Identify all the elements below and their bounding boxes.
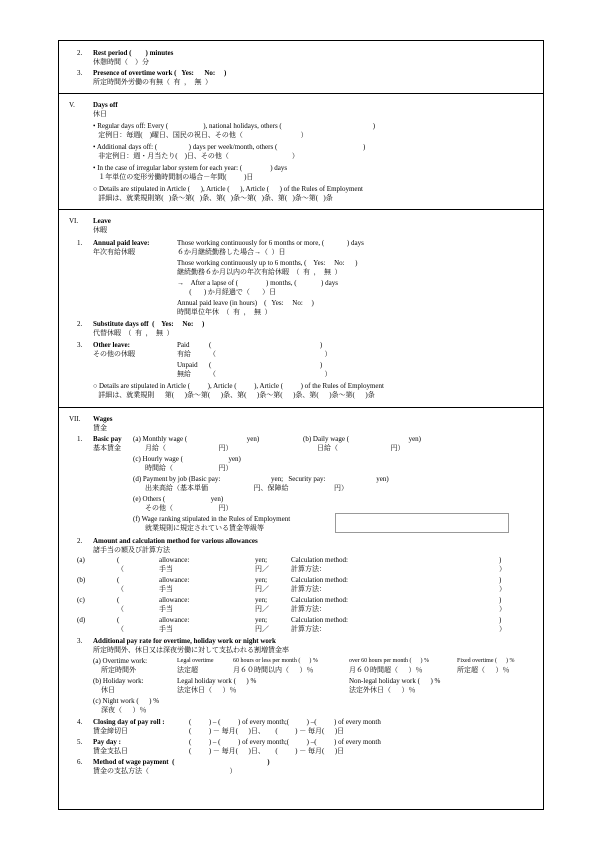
item-number: 5. [77,738,83,746]
item-number: 2. [77,320,83,328]
paid-leave-field-jp: （ ） [209,350,332,358]
others-wage: (e) Others ( yen) [133,495,224,503]
item-number: 6. [77,758,83,766]
allowance-yen-jp: 円／ [255,605,269,613]
additional-pay-rate-label-jp: 所定時間外、休日又は深夜労働に対して支払われる割増賃金率 [93,646,289,654]
payment-by-job-jp: 出来高給（基本単価 円、保障給 円） [145,484,348,492]
allowance-close-paren: ) [499,596,502,604]
allowance-name-jp: 手当 [159,565,173,573]
irregular-labor-line-jp: １年単位の変形労働時間制の場合－年間( )日 [93,173,254,181]
paid-leave-label: Paid [177,341,190,349]
articles-line: ○ Details are stipulated in Article ( ), Article ( ), Article ( ) of the Rules of Employment [93,185,363,193]
section-title-days-off: Days off [93,101,118,109]
unpaid-leave-field: ( ) [209,361,323,369]
allowance-calc-jp: 計算方法： [291,605,326,613]
allowance-yen: yen; [255,616,268,624]
allowance-yen: yen; [255,576,268,584]
unpaid-leave-label-jp: 無給 [177,370,191,378]
wage-ranking-input[interactable] [335,513,509,533]
allowance-name-jp: 手当 [159,585,173,593]
annual-leave-within-6months: Those working continuously up to 6 months, ( Yes: No: ) [177,259,358,267]
holiday-work-label-jp: 休日 [101,686,115,694]
allowance-name-jp: 手当 [159,625,173,633]
paid-leave-field: ( ) [209,341,323,349]
allowance-open-paren-jp: （ [117,605,124,613]
annual-leave-hours: Annual paid leave (in hours) ( Yes: No: ) [177,299,314,307]
allowance-row-label: (d) [77,616,86,624]
basic-pay-label-jp: 基本賃金 [93,444,121,452]
hourly-wage-jp: 時間給（ 円） [145,464,233,472]
allowance-yen-jp: 円／ [255,565,269,573]
allowance-name: allowance: [159,596,190,604]
item-number: 1. [77,435,83,443]
section-number: VI. [69,217,79,225]
fixed-overtime: Fixed overtime ( ) % [457,658,515,664]
overtime-over-60h-jp: 月６０時間超（ ）％ [349,666,423,674]
overtime-presence-label-jp: 所定時間外労働の有無（ 有 ， 無 ） [93,78,212,86]
allowance-row-label: (b) [77,576,86,584]
pay-day-label-jp: 賃金支払日 [93,747,128,755]
overtime-presence-label: Presence of overtime work ( Yes: No: ) [93,69,227,77]
leave-articles-line-jp: 詳細は、就業規則 第( )条～第( )条、第( )条～第( )条、第( )条～第( )条 [93,391,375,399]
allowance-name: allowance: [159,616,190,624]
item-number: 3. [77,637,83,645]
allowance-open-paren-jp: （ [117,585,124,593]
allowance-close-paren-jp: ） [499,565,506,573]
closing-day-values-jp: ( ) － 毎月( )日、 ( ) － 毎月( )日 [189,727,345,735]
other-leave-label-jp: その他の休暇 [93,350,135,358]
section-divider [59,407,543,408]
allowance-close-paren-jp: ） [499,585,506,593]
item-number: 2. [77,49,83,57]
section-title-days-off-jp: 休日 [93,110,107,118]
irregular-labor-line: • In the case of irregular labor system for each year: ( ) days [93,164,288,172]
allowance-open-paren-jp: （ [117,625,124,633]
allowance-yen: yen; [255,596,268,604]
allowance-open-paren: ( [117,576,120,584]
leave-articles-line: ○ Details are stipulated in Article ( ), Article ( ), Article ( ) of the Rules of Employment [93,382,384,390]
allowance-close-paren: ) [499,616,502,624]
allowance-close-paren-jp: ） [499,605,506,613]
non-legal-holiday-work: Non-legal holiday work ( ) % [349,677,441,685]
overtime-under-60h-jp: 月６０時間以内（ ）％ [233,666,314,674]
item-number: 2. [77,537,83,545]
pay-day-label: Pay day : [93,738,121,746]
legal-holiday-work: Legal holiday work ( ) % [177,677,257,685]
basic-pay-label: Basic pay [93,435,122,443]
paid-leave-label-jp: 有給 [177,350,191,358]
allowance-calc: Calculation method: [291,576,348,584]
overtime-under-60h: 60 hours or less per month ( ) % [233,658,318,664]
substitute-days-off-jp: 代替休暇 （ 有 ， 無 ） [93,329,174,337]
rest-period-label: Rest period ( ) minutes [93,49,174,57]
articles-line-jp: 詳細は、就業規則第( )条～第( )条、第( )条～第( )条、第( )条～第( )条 [93,194,333,202]
annual-leave-within-6months-jp: 継続勤務６か月以内の年次有給休暇 （ 有 ， 無 ） [177,268,342,276]
pay-day-values: ( ) – ( ) of every month;( ) –( ) of every month [189,738,381,746]
allowances-label: Amount and calculation method for various allowances [93,537,258,545]
holiday-work-label: (b) Holiday work: [93,677,144,685]
allowance-name-jp: 手当 [159,605,173,613]
annual-leave-6months-jp: ６か月継続勤務した場合→（ ）日 [177,248,286,256]
night-work: (c) Night work ( ) % [93,697,160,705]
employment-conditions-form [58,40,544,810]
annual-leave-label: Annual paid leave: [93,239,150,247]
wage-ranking-jp: 就業規則に規定されている賃金等級等 [145,524,264,532]
allowance-close-paren: ) [499,556,502,564]
allowance-calc-jp: 計算方法： [291,565,326,573]
allowance-calc: Calculation method: [291,556,348,564]
allowance-open-paren-jp: （ [117,565,124,573]
annual-leave-6months: Those working continuously for 6 months or more, ( ) days [177,239,364,247]
additional-days-off-line: • Additional days off: ( ) days per week/month, others ( ) [93,143,366,151]
additional-days-off-line-jp: 非定例日：週・月当たり( )日、その他（ ） [93,152,299,160]
non-legal-holiday-work-jp: 法定外休日（ ）％ [349,686,416,694]
section-title-wages: Wages [93,415,113,423]
substitute-days-off: Substitute days off ( Yes: No: ) [93,320,205,328]
regular-days-off-line-jp: 定例日：毎週( )曜日、国民の祝日、その他（ ） [93,131,308,139]
annual-leave-hours-jp: 時間単位年休 （ 有 ， 無 ） [177,308,272,316]
daily-wage: (b) Daily wage ( yen) [303,435,422,443]
allowance-yen-jp: 円／ [255,585,269,593]
monthly-wage-jp: 月給（ 円） [145,444,233,452]
allowance-close-paren: ) [499,576,502,584]
section-divider [59,93,543,94]
section-title-leave-jp: 休暇 [93,226,107,234]
daily-wage-jp: 日給（ 円） [317,444,405,452]
allowances-label-jp: 諸手当の額及び計算方法 [93,546,170,554]
other-leave-label: Other leave: [93,341,130,349]
rest-period-label-jp: 休憩時間（ ）分 [93,58,149,66]
item-number: 4. [77,718,83,726]
section-divider [59,209,543,210]
allowance-calc: Calculation method: [291,616,348,624]
wage-ranking: (f) Wage ranking stipulated in the Rules of Employment [133,515,291,523]
allowance-name: allowance: [159,576,190,584]
section-number: VII. [69,415,81,423]
item-number: 3. [77,341,83,349]
additional-pay-rate-label: Additional pay rate for overtime, holiday work or night work [93,637,276,645]
others-wage-jp: その他（ 円） [145,504,233,512]
payment-method-label-jp: 賃金の支払方法（ ） [93,767,237,775]
allowance-open-paren: ( [117,616,120,624]
allowance-name: allowance: [159,556,190,564]
overtime-work-label: (a) Overtime work: [93,657,148,665]
overtime-over-60h: over 60 hours per month ( ) % [349,658,429,664]
allowance-yen: yen; [255,556,268,564]
annual-leave-label-jp: 年次有給休暇 [93,248,135,256]
unpaid-leave-label: Unpaid [177,361,198,369]
item-number: 3. [77,69,83,77]
annual-leave-after-lapse-jp: ( ) か月経過で（ ）日 [177,288,277,296]
allowance-yen-jp: 円／ [255,625,269,633]
legal-overtime-jp: 法定超 [177,666,198,674]
overtime-work-label-jp: 所定時間外 [101,666,136,674]
allowance-calc: Calculation method: [291,596,348,604]
pay-day-values-jp: ( ) － 毎月( )日、 ( ) － 毎月( )日 [189,747,345,755]
allowance-row-label: (a) [77,556,85,564]
closing-day-label: Closing day of pay roll : [93,718,165,726]
item-number: 1. [77,239,83,247]
legal-holiday-work-jp: 法定休日（ ）％ [177,686,237,694]
regular-days-off-line: • Regular days off: Every ( ), national holidays, others ( ) [93,122,376,130]
allowance-row-label: (c) [77,596,85,604]
legal-overtime: Legal overtime [177,658,214,664]
annual-leave-after-lapse: → After a lapse of ( ) months, ( ) days [177,279,338,287]
closing-day-label-jp: 賃金締切日 [93,727,128,735]
section-number: V. [69,101,75,109]
payment-by-job: (d) Payment by job (Basic pay: yen; Security pay: yen) [133,475,389,483]
hourly-wage: (c) Hourly wage ( yen) [133,455,241,463]
closing-day-values: ( ) – ( ) of every month;( ) –( ) of every month [189,718,381,726]
allowance-open-paren: ( [117,596,120,604]
fixed-overtime-jp: 所定超（ ）％ [457,666,510,674]
allowance-calc-jp: 計算方法： [291,585,326,593]
monthly-wage: (a) Monthly wage ( yen) [133,435,260,443]
section-title-wages-jp: 賃金 [93,424,107,432]
unpaid-leave-field-jp: （ ） [209,370,332,378]
allowance-close-paren-jp: ） [499,625,506,633]
payment-method-label: Method of wage payment ( ) [93,758,270,766]
allowance-calc-jp: 計算方法： [291,625,326,633]
allowance-open-paren: ( [117,556,120,564]
section-title-leave: Leave [93,217,111,225]
night-work-jp: 深夜（ ）％ [101,706,147,714]
